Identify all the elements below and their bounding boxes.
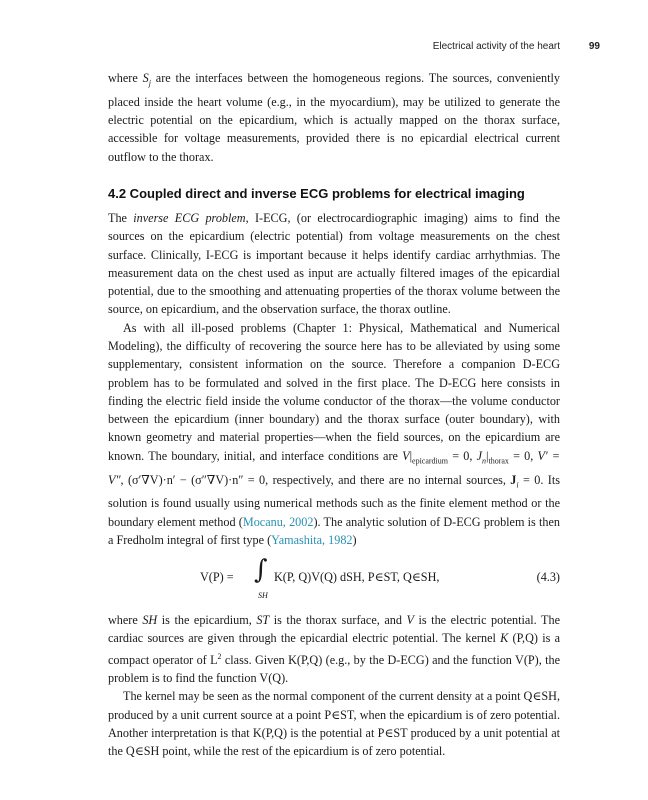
integral-symbol: ∫ <box>254 555 268 586</box>
paragraph-where-sh: where SH is the epicardium, ST is the thorax surface, and V is the electric potential. The cardiac sources are given through the epicardial electric potential. The kernel K (P,Q) is a compact operator of $L^2$ class. Given K(P,Q) (e.g., by the D-ECG) and the function V(P), the problem is to find the function V(Q). <box>108 613 560 686</box>
page-number: 99 <box>588 41 600 52</box>
paragraph-direct-ecg: As with all ill-posed problems (Chapter 1: Physical, Mathematical and Numerical Modeling), the difficulty of recovering the source here has to be alleviated by using some supplementary, consistent information on the source. Therefore a companion D-ECG problem has to be formulated and solved in the first place. The D-ECG here consists in finding the electric field inside the volume conductor of the thorax—the volume conductor between the epicardium (inner boundary) and the thorax surface (outer boundary), with known geometry and material properties—when the field sources, on the epicardium are known. The boundary, initial, and interface conditions are $V|_{epicardium} = 0$, $J_n|_{thorax} = 0$, V′ = V″, (σ′∇V)·n′ − (σ″∇V)·n″ = 0, respectively, and there are no internal sources, $J_i = 0$. Its solution is found usually using numerical methods such as the finite element method or the boundary element method (Mocanu, 2002). The analytic solution of D-ECG problem is then a Fredholm integral of first type (Yamashita, 1982) <box>108 320 561 547</box>
running-head-title: Electrical activity of the heart <box>432 41 560 52</box>
equation-lhs: V(P) = <box>200 570 234 585</box>
intro-paragraph: where $S_j$ are the interfaces between the homogeneous regions. The sources, conveniently placed inside the heart volume (e.g., in the myocardium), may be utilized to generate the electric potential on the epicardium, which is actually mapped on the thorax surface, accessible for voltage measurements, provided there is no epicardial electrical current outflow to the thorax. <box>108 71 560 164</box>
equation-rhs: K(P, Q)V(Q) dSH, P∈ST, Q∈SH, <box>274 570 440 585</box>
body-text <box>108 69 560 761</box>
citation-link-yamashita[interactable]: Yamashita, 1982 <box>271 532 353 547</box>
citation-link-mocanu[interactable]: Mocanu, 2002 <box>242 514 314 529</box>
paragraph-inverse-ecg: The inverse ECG problem, I-ECG, (or electrocardiographic imaging) aims to find the sources on the epicardium (electric potential) from voltage measurements on the chest surface. Clinically, I-ECG is important because it helps identify cardiac arrhythmias. The measurement data on the chest used as input are actually filtered images of the epicardial potential, due to the smoothing and attenuating properties of the thorax volume between the source, on epicardium, and the observation surface, the thorax outline. <box>108 210 560 317</box>
term-inverse-ecg: inverse ECG problem <box>133 210 246 225</box>
paragraph-kernel: The kernel may be seen as the normal component of the current density at a point Q∈SH, produced by a unit current source at a point P∈ST, when the epicardium is of zero potential. Another interpretation is that K(P,Q) is the potential at P∈ST produced by a unit potential at the Q∈SH point, while the rest of the epicardium is of zero potential. <box>108 689 560 759</box>
section-heading: 4.2 Coupled direct and inverse ECG problems for electrical imaging <box>108 185 525 201</box>
integral-subscript: SH <box>258 591 268 601</box>
equation-4-3 <box>108 557 560 601</box>
equation-number: (4.3) <box>536 570 560 585</box>
